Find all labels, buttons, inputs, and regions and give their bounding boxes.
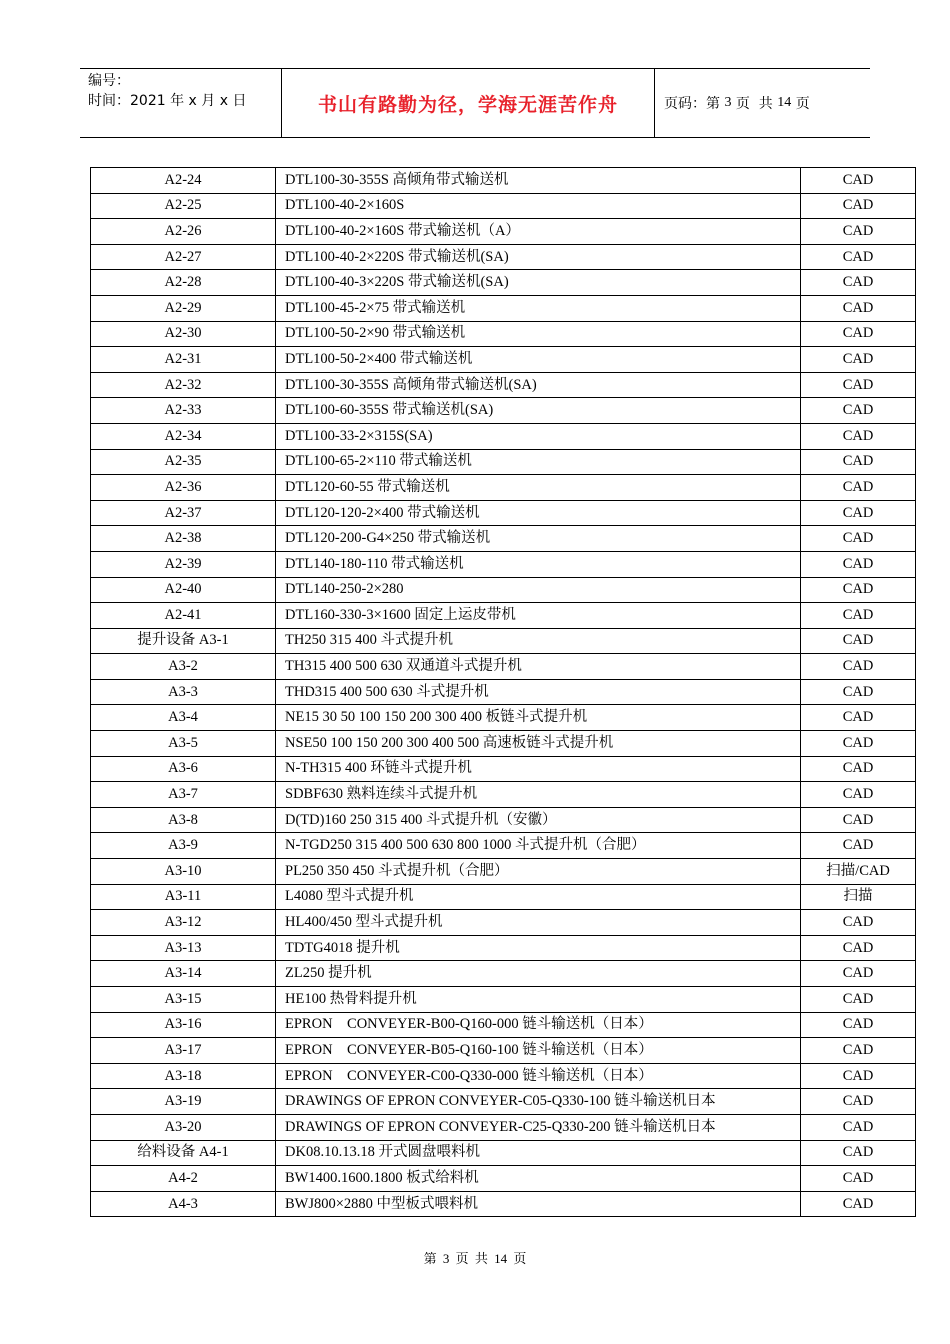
row-format: CAD (801, 961, 916, 987)
table-row (91, 526, 916, 552)
row-description: DTL100-50-2×90 带式输送机 (276, 321, 801, 347)
row-description: DTL100-40-3×220S 带式输送机(SA) (276, 270, 801, 296)
row-format: CAD (801, 423, 916, 449)
table-row (91, 679, 916, 705)
row-code: A2-25 (91, 193, 276, 219)
row-code: A3-5 (91, 731, 276, 757)
row-format: CAD (801, 168, 916, 194)
row-description: DK08.10.13.18 开式圆盘喂料机 (276, 1140, 801, 1166)
row-format: CAD (801, 603, 916, 629)
table-row (91, 807, 916, 833)
row-code: A2-27 (91, 244, 276, 270)
row-format: CAD (801, 244, 916, 270)
row-format: CAD (801, 807, 916, 833)
row-description: DTL100-65-2×110 带式输送机 (276, 449, 801, 475)
table-row (91, 987, 916, 1013)
row-description: HE100 热骨料提升机 (276, 987, 801, 1013)
row-format: CAD (801, 654, 916, 680)
row-code: A2-36 (91, 475, 276, 501)
table-row (91, 910, 916, 936)
row-format: CAD (801, 987, 916, 1013)
row-format: CAD (801, 782, 916, 808)
header-page-info (664, 69, 810, 137)
row-format: CAD (801, 347, 916, 373)
page-total: 14 (777, 95, 792, 110)
row-format: CAD (801, 935, 916, 961)
table-row (91, 270, 916, 296)
table-row (91, 219, 916, 245)
row-format: CAD (801, 1140, 916, 1166)
row-description: TH315 400 500 630 双通道斗式提升机 (276, 654, 801, 680)
row-format: CAD (801, 628, 916, 654)
row-format: CAD (801, 910, 916, 936)
row-description: DTL140-250-2×280 (276, 577, 801, 603)
table-row (91, 1191, 916, 1217)
table-row (91, 1038, 916, 1064)
table-row (91, 782, 916, 808)
table-row (91, 628, 916, 654)
row-format: CAD (801, 1191, 916, 1217)
row-code: A2-40 (91, 577, 276, 603)
table-row (91, 1089, 916, 1115)
row-description: DTL100-40-2×220S 带式输送机(SA) (276, 244, 801, 270)
row-code: A2-26 (91, 219, 276, 245)
row-format: CAD (801, 1114, 916, 1140)
row-code: A3-3 (91, 679, 276, 705)
row-description: ZL250 提升机 (276, 961, 801, 987)
row-code: A3-13 (91, 935, 276, 961)
row-description: SDBF630 熟料连续斗式提升机 (276, 782, 801, 808)
row-code: A2-24 (91, 168, 276, 194)
row-code: A2-29 (91, 295, 276, 321)
row-format: 扫描 (801, 884, 916, 910)
table-row (91, 347, 916, 373)
row-description: DTL100-33-2×315S(SA) (276, 423, 801, 449)
row-description: HL400/450 型斗式提升机 (276, 910, 801, 936)
row-format: CAD (801, 731, 916, 757)
row-code: A3-8 (91, 807, 276, 833)
row-format: CAD (801, 270, 916, 296)
time-label: 时间：2021 年 x 月 x 日 (88, 93, 247, 109)
row-format: CAD (801, 449, 916, 475)
page-footer (0, 1248, 950, 1267)
row-code: A2-37 (91, 500, 276, 526)
row-format: CAD (801, 833, 916, 859)
row-format: CAD (801, 577, 916, 603)
row-code: A3-7 (91, 782, 276, 808)
drawing-list-table (90, 167, 916, 1217)
row-format: CAD (801, 1089, 916, 1115)
table-row (91, 1166, 916, 1192)
row-format: CAD (801, 475, 916, 501)
table-row (91, 475, 916, 501)
page-suffix: 页 (791, 96, 810, 112)
table-row (91, 961, 916, 987)
row-code: A2-38 (91, 526, 276, 552)
footer-prefix: 第 (423, 1251, 437, 1266)
row-code: A2-32 (91, 372, 276, 398)
row-code: A3-18 (91, 1063, 276, 1089)
row-description: EPRON CONVEYER-C00-Q330-000 链斗输送机（日本） (276, 1063, 801, 1089)
row-description: DTL100-50-2×400 带式输送机 (276, 347, 801, 373)
row-format: CAD (801, 398, 916, 424)
row-code: A2-31 (91, 347, 276, 373)
row-code: 提升设备 A3-1 (91, 628, 276, 654)
table-row (91, 372, 916, 398)
row-code: A2-35 (91, 449, 276, 475)
row-description: BWJ800×2880 中型板式喂料机 (276, 1191, 801, 1217)
row-format: CAD (801, 500, 916, 526)
row-code: A3-10 (91, 859, 276, 885)
row-code: A3-20 (91, 1114, 276, 1140)
row-format: CAD (801, 1063, 916, 1089)
row-code: A2-39 (91, 551, 276, 577)
row-code: A4-2 (91, 1166, 276, 1192)
page-middle: 页 共 (731, 96, 778, 112)
row-description: NSE50 100 150 200 300 400 500 高速板链斗式提升机 (276, 731, 801, 757)
table-row (91, 603, 916, 629)
table-row (91, 168, 916, 194)
row-format: CAD (801, 1038, 916, 1064)
row-code: A3-19 (91, 1089, 276, 1115)
row-description: DTL160-330-3×1600 固定上运皮带机 (276, 603, 801, 629)
row-code: A2-33 (91, 398, 276, 424)
row-description: BW1400.1600.1800 板式给料机 (276, 1166, 801, 1192)
table-row (91, 705, 916, 731)
row-description: DRAWINGS OF EPRON CONVEYER-C05-Q330-100 链斗输送机日本 (276, 1089, 801, 1115)
row-description: DTL100-60-355S 带式输送机(SA) (276, 398, 801, 424)
table-row (91, 449, 916, 475)
footer-total: 14 (494, 1251, 508, 1266)
row-format: CAD (801, 321, 916, 347)
table-row (91, 859, 916, 885)
row-description: N-TGD250 315 400 500 630 800 1000 斗式提升机（合肥） (276, 833, 801, 859)
table-row (91, 833, 916, 859)
row-format: 扫描/CAD (801, 859, 916, 885)
row-code: 给料设备 A4-1 (91, 1140, 276, 1166)
header-meta (88, 71, 280, 111)
row-format: CAD (801, 551, 916, 577)
row-description: EPRON CONVEYER-B05-Q160-100 链斗输送机（日本） (276, 1038, 801, 1064)
row-format: CAD (801, 1012, 916, 1038)
row-code: A3-16 (91, 1012, 276, 1038)
table-row (91, 1063, 916, 1089)
table-row (91, 244, 916, 270)
table-row (91, 935, 916, 961)
row-code: A2-41 (91, 603, 276, 629)
table-row (91, 756, 916, 782)
row-code: A3-14 (91, 961, 276, 987)
row-description: TDTG4018 提升机 (276, 935, 801, 961)
table-body (91, 168, 916, 1217)
row-format: CAD (801, 219, 916, 245)
row-description: D(TD)160 250 315 400 斗式提升机（安徽） (276, 807, 801, 833)
row-code: A3-4 (91, 705, 276, 731)
row-description: DTL120-200-G4×250 带式输送机 (276, 526, 801, 552)
row-description: DTL100-40-2×160S (276, 193, 801, 219)
row-code: A3-17 (91, 1038, 276, 1064)
footer-current: 3 (442, 1251, 450, 1266)
row-description: NE15 30 50 100 150 200 300 400 板链斗式提升机 (276, 705, 801, 731)
page-prefix: 页码：第 (664, 96, 725, 112)
table-row (91, 1114, 916, 1140)
table-row (91, 577, 916, 603)
row-code: A3-15 (91, 987, 276, 1013)
row-format: CAD (801, 1166, 916, 1192)
row-code: A3-9 (91, 833, 276, 859)
table-row (91, 398, 916, 424)
table-row (91, 500, 916, 526)
table-row (91, 654, 916, 680)
row-description: DTL100-30-355S 高倾角带式输送机(SA) (276, 372, 801, 398)
footer-suffix: 页 (513, 1251, 527, 1266)
row-description: TH250 315 400 斗式提升机 (276, 628, 801, 654)
table-row (91, 551, 916, 577)
page-current: 3 (724, 95, 732, 110)
row-description: DTL120-60-55 带式输送机 (276, 475, 801, 501)
row-description: DTL140-180-110 带式输送机 (276, 551, 801, 577)
table-row (91, 423, 916, 449)
row-description: DTL100-40-2×160S 带式输送机（A） (276, 219, 801, 245)
row-code: A3-6 (91, 756, 276, 782)
header-divider (654, 69, 655, 137)
row-code: A3-11 (91, 884, 276, 910)
row-format: CAD (801, 295, 916, 321)
table-row (91, 321, 916, 347)
table-row (91, 193, 916, 219)
row-code: A3-2 (91, 654, 276, 680)
row-code: A3-12 (91, 910, 276, 936)
row-description: PL250 350 450 斗式提升机（合肥） (276, 859, 801, 885)
row-description: DRAWINGS OF EPRON CONVEYER-C25-Q330-200 链斗输送机日本 (276, 1114, 801, 1140)
row-description: EPRON CONVEYER-B00-Q160-000 链斗输送机（日本） (276, 1012, 801, 1038)
serial-label: 编号： (88, 73, 130, 89)
table-row (91, 1012, 916, 1038)
row-description: DTL120-120-2×400 带式输送机 (276, 500, 801, 526)
row-format: CAD (801, 526, 916, 552)
row-description: N-TH315 400 环链斗式提升机 (276, 756, 801, 782)
row-code: A2-34 (91, 423, 276, 449)
row-description: L4080 型斗式提升机 (276, 884, 801, 910)
row-description: DTL100-45-2×75 带式输送机 (276, 295, 801, 321)
row-format: CAD (801, 193, 916, 219)
footer-middle: 页 共 (455, 1251, 488, 1266)
table-row (91, 884, 916, 910)
row-code: A2-30 (91, 321, 276, 347)
row-description: THD315 400 500 630 斗式提升机 (276, 679, 801, 705)
table-row (91, 731, 916, 757)
header-motto: 书山有路勤为径，学海无涯苦作舟 (317, 93, 618, 116)
row-code: A2-28 (91, 270, 276, 296)
row-format: CAD (801, 756, 916, 782)
row-format: CAD (801, 372, 916, 398)
row-description: DTL100-30-355S 高倾角带式输送机 (276, 168, 801, 194)
table-row (91, 295, 916, 321)
row-code: A4-3 (91, 1191, 276, 1217)
row-format: CAD (801, 679, 916, 705)
row-format: CAD (801, 705, 916, 731)
page-header (80, 68, 870, 138)
table-row (91, 1140, 916, 1166)
